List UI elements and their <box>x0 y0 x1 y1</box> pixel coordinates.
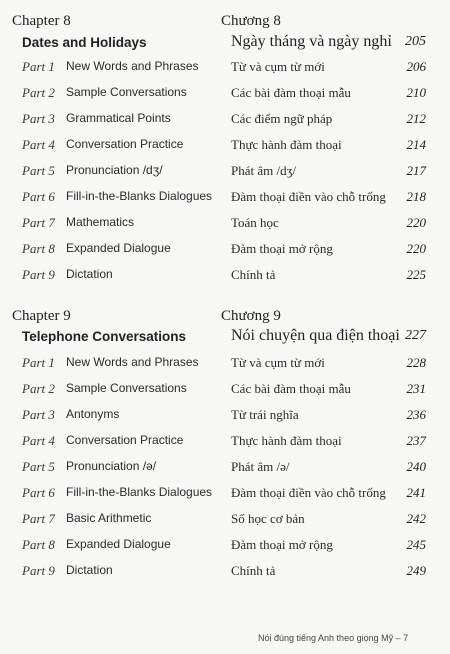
part-title-vi: Chính tả <box>231 563 276 578</box>
part-title-en: Sample Conversations <box>66 381 187 395</box>
toc-entry <box>0 267 450 287</box>
chapter-title-row <box>0 327 450 349</box>
chapter-title-row <box>0 33 450 55</box>
part-label: Part 3 <box>22 111 55 126</box>
chapter-label-en: Chapter 8 <box>12 13 71 29</box>
part-title-vi: Từ và cụm từ mới <box>231 355 325 370</box>
part-title-en: Fill-in-the-Blanks Dialogues <box>66 485 213 499</box>
part-title-en: Pronunciation /ə/ <box>66 459 157 473</box>
part-title-en: Mathematics <box>66 215 135 229</box>
page-number: 240 <box>406 459 426 474</box>
page-number: 206 <box>406 59 426 74</box>
part-title-en: Conversation Practice <box>66 137 184 151</box>
toc-entry <box>0 459 450 479</box>
part-title-en: Dictation <box>66 267 113 281</box>
page-number: 225 <box>406 267 426 282</box>
page-number: 231 <box>406 381 426 396</box>
toc-entry <box>0 407 450 427</box>
part-label: Part 6 <box>22 485 55 500</box>
toc-entry <box>0 215 450 235</box>
part-title-vi: Chính tả <box>231 267 276 282</box>
part-title-vi: Phát âm /dʒ/ <box>231 163 296 178</box>
part-title-vi: Phát âm /ə/ <box>231 459 290 474</box>
part-title-vi: Các điểm ngữ pháp <box>231 111 333 126</box>
page-number: 228 <box>406 355 426 370</box>
part-title-vi: Các bài đàm thoại mẫu <box>231 381 351 396</box>
toc-entry <box>0 563 450 583</box>
part-title-en: Conversation Practice <box>66 433 184 447</box>
part-label: Part 1 <box>22 355 55 370</box>
chapter-title-en: Telephone Conversations <box>22 329 187 344</box>
page-number: 245 <box>406 537 426 552</box>
toc-entry <box>0 163 450 183</box>
part-label: Part 8 <box>22 241 55 256</box>
chapter-page-number: 227 <box>405 328 426 343</box>
chapter-title-vi: Ngày tháng và ngày nghỉ <box>231 33 392 50</box>
part-label: Part 8 <box>22 537 55 552</box>
toc-entry <box>0 59 450 79</box>
page-number: 249 <box>406 563 426 578</box>
toc-entry <box>0 537 450 557</box>
part-title-vi: Đàm thoại điền vào chỗ trống <box>231 189 386 204</box>
part-label: Part 5 <box>22 459 55 474</box>
chapter-label-vi: Chương 8 <box>221 13 281 29</box>
page-number: 214 <box>406 137 426 152</box>
part-label: Part 4 <box>22 433 55 448</box>
part-label: Part 7 <box>22 215 55 230</box>
toc-entry <box>0 111 450 131</box>
toc-entry <box>0 241 450 261</box>
part-label: Part 7 <box>22 511 55 526</box>
part-label: Part 9 <box>22 563 55 578</box>
toc-entry <box>0 511 450 531</box>
page-number: 217 <box>406 163 426 178</box>
part-title-en: Grammatical Points <box>66 111 171 125</box>
page-number: 212 <box>406 111 426 126</box>
page-number: 220 <box>406 241 426 256</box>
part-label: Part 1 <box>22 59 55 74</box>
part-title-vi: Thực hành đàm thoại <box>231 137 342 152</box>
part-label: Part 6 <box>22 189 55 204</box>
part-title-en: Fill-in-the-Blanks Dialogues <box>66 189 213 203</box>
page-footer: Nói đúng tiếng Anh theo giọng Mỹ – 7 <box>258 633 409 643</box>
part-label: Part 5 <box>22 163 55 178</box>
part-title-vi: Các bài đàm thoại mẫu <box>231 85 351 100</box>
page-number: 241 <box>406 485 426 500</box>
page-number: 237 <box>406 433 426 448</box>
chapter-page-number: 205 <box>405 34 426 49</box>
part-title-en: Expanded Dialogue <box>66 537 171 551</box>
chapter-title-vi: Nói chuyện qua điện thoại <box>231 327 400 344</box>
part-title-en: New Words and Phrases <box>66 59 199 73</box>
part-title-en: Pronunciation /dʒ/ <box>66 163 163 177</box>
part-title-vi: Từ và cụm từ mới <box>231 59 325 74</box>
part-title-en: Expanded Dialogue <box>66 241 171 255</box>
page-number: 236 <box>406 407 426 422</box>
toc-entry <box>0 85 450 105</box>
part-title-vi: Thực hành đàm thoại <box>231 433 342 448</box>
part-title-vi: Toán học <box>231 215 279 230</box>
page-number: 220 <box>406 215 426 230</box>
chapter-label-vi: Chương 9 <box>221 308 281 324</box>
part-title-vi: Đàm thoại mở rộng <box>231 241 333 256</box>
part-title-en: Basic Arithmetic <box>66 511 152 525</box>
toc-entry <box>0 381 450 401</box>
part-title-en: New Words and Phrases <box>66 355 199 369</box>
part-label: Part 2 <box>22 381 55 396</box>
chapter-label-en: Chapter 9 <box>12 308 71 324</box>
toc-entry <box>0 355 450 375</box>
page-number: 242 <box>406 511 426 526</box>
toc-entry <box>0 189 450 209</box>
part-title-vi: Số học cơ bản <box>231 511 305 526</box>
part-label: Part 4 <box>22 137 55 152</box>
page-number: 210 <box>406 85 426 100</box>
part-title-vi: Đàm thoại mở rộng <box>231 537 333 552</box>
toc-entry <box>0 485 450 505</box>
toc-entry <box>0 433 450 453</box>
part-label: Part 2 <box>22 85 55 100</box>
page-number: 218 <box>406 189 426 204</box>
toc-entry <box>0 137 450 157</box>
part-title-vi: Đàm thoại điền vào chỗ trống <box>231 485 386 500</box>
chapter-title-en: Dates and Holidays <box>22 35 147 50</box>
part-label: Part 9 <box>22 267 55 282</box>
part-title-en: Antonyms <box>66 407 120 421</box>
part-title-en: Dictation <box>66 563 113 577</box>
part-title-vi: Từ trái nghĩa <box>231 407 299 422</box>
part-label: Part 3 <box>22 407 55 422</box>
part-title-en: Sample Conversations <box>66 85 187 99</box>
